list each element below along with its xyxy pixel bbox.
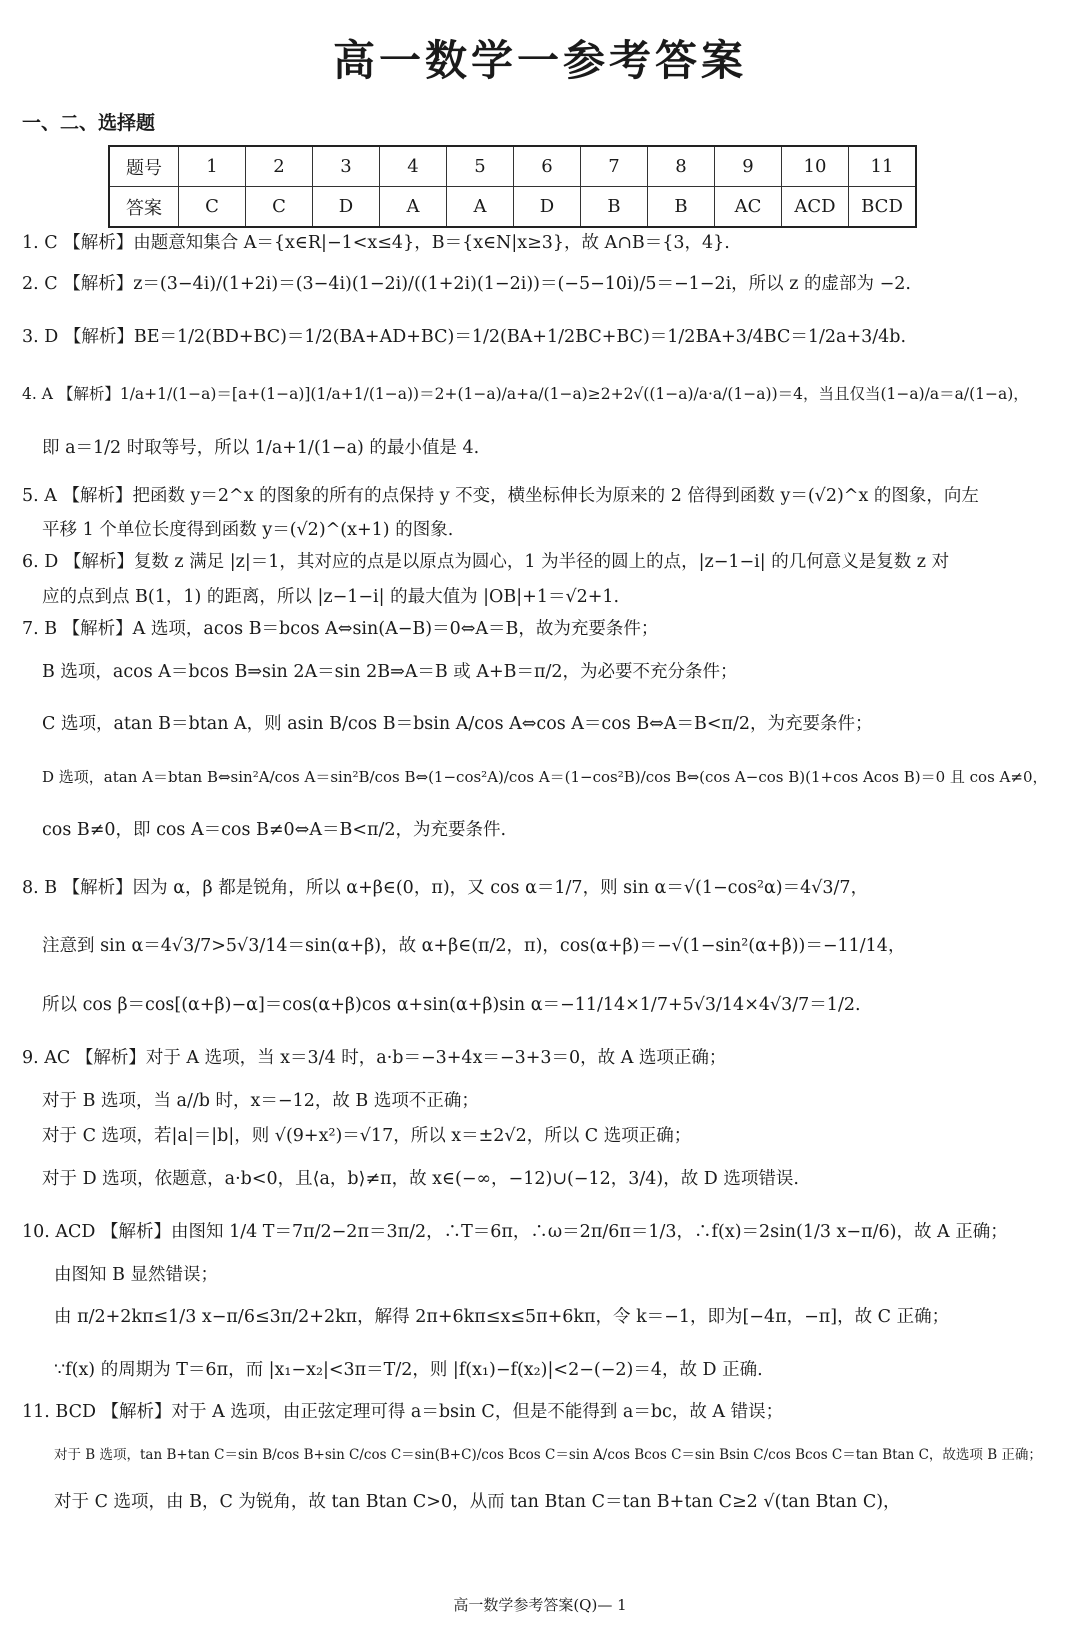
answer-table [108,145,917,228]
solution-line: 对于 C 选项，若|a|＝|b|，则 √(9+x²)＝√17，所以 x＝±2√2，所以 C 选项正确； [42,1126,692,1146]
question-number: 8 [648,146,715,187]
answer-cell: A [380,187,447,228]
solution-line: 应的点到点 B(1，1) 的距离，所以 |z−1−i| 的最大值为 |OB|+1＝√2+1. [42,587,620,607]
row-header-question: 题号 [109,146,179,187]
question-number: 9 [715,146,782,187]
question-number: 7 [581,146,648,187]
solution-line: 由图知 B 显然错误； [54,1265,218,1285]
answer-cell: AC [715,187,782,228]
question-number: 10 [782,146,849,187]
table-row-answers [109,187,916,228]
answer-cell: D [514,187,581,228]
solution-line: 平移 1 个单位长度得到函数 y＝(√2)^(x+1) 的图象. [42,520,454,540]
solution-line: ∵f(x) 的周期为 T＝6π，而 |x₁−x₂|<3π＝T/2，则 |f(x₁)−f(x₂)|<2−(−2)＝4，故 D 正确. [54,1360,763,1380]
solution-line: 3. D 【解析】BE＝1/2(BD+BC)＝1/2(BA+AD+BC)＝1/2(BA+1/2BC+BC)＝1/2BA+3/4BC＝1/2a+3/4b. [22,327,907,347]
page-title: 高一数学一参考答案 [332,36,747,85]
solution-line: B 选项，acos A＝bcos B⇒sin 2A＝sin 2B⇒A＝B 或 A+B＝π/2，为必要不充分条件； [42,662,738,682]
solution-line: 即 a＝1/2 时取等号，所以 1/a+1/(1−a) 的最小值是 4. [42,438,480,458]
question-number: 2 [246,146,313,187]
solution-line: 8. B 【解析】因为 α，β 都是锐角，所以 α+β∈(0，π)，又 cos α＝1/7，则 sin α＝√(1−cos²α)＝4√3/7， [22,878,869,898]
row-header-answer: 答案 [109,187,179,228]
solution-line: 2. C 【解析】z＝(3−4i)/(1+2i)＝(3−4i)(1−2i)/((1+2i)(1−2i))＝(−5−10i)/5＝−1−2i，所以 z 的虚部为 −2. [22,274,911,294]
section-heading: 一、二、选择题 [22,112,156,134]
solution-line: 所以 cos β＝cos[(α+β)−α]＝cos(α+β)cos α+sin(α+β)sin α＝−11/14×1/7+5√3/14×4√3/7＝1/2. [42,995,861,1015]
question-number: 4 [380,146,447,187]
solution-line: 10. ACD 【解析】由图知 1/4 T＝7π/2−2π＝3π/2，∴T＝6π，∴ω＝2π/6π＝1/3，∴f(x)＝2sin(1/3 x−π/6)，故 A 正确； [22,1222,1008,1242]
solution-line: cos B≠0，即 cos A＝cos B≠0⇔A＝B<π/2，为充要条件. [42,820,507,840]
solution-line: D 选项，atan A＝btan B⇔sin²A/cos A＝sin²B/cos B⇔(1−cos²A)/cos A＝(1−cos²B)/cos B⇔(cos A−cos B)(1+cos Acos B)＝0 且 cos A≠0， [42,768,1048,786]
question-number: 11 [849,146,917,187]
solution-line: 1. C 【解析】由题意知集合 A＝{x∈R|−1<x≤4}，B＝{x∈N|x≥3}，故 A∩B＝{3，4}. [22,233,730,253]
solution-line: 对于 B 选项，tan B+tan C＝sin B/cos B+sin C/cos C＝sin(B+C)/cos Bcos C＝sin A/cos Bcos C＝sin Bsin C/cos Bcos C＝tan Btan C，故选项 B 正确； [54,1447,1042,1463]
answer-cell: D [313,187,380,228]
answer-cell: C [179,187,246,228]
page-footer: 高一数学参考答案(Q)— 1 [453,1596,627,1614]
solution-line: 由 π/2+2kπ≤1/3 x−π/6≤3π/2+2kπ，解得 2π+6kπ≤x≤5π+6kπ，令 k＝−1，即为[−4π，−π]，故 C 正确； [54,1307,950,1327]
answer-cell: B [581,187,648,228]
answer-cell: A [447,187,514,228]
solution-line: 6. D 【解析】复数 z 满足 |z|＝1，其对应的点是以原点为圆心，1 为半径的圆上的点，|z−1−i| 的几何意义是复数 z 对 [22,552,950,572]
answer-cell: ACD [782,187,849,228]
solution-line: 对于 D 选项，依题意，a·b<0，且⟨a，b⟩≠π，故 x∈(−∞，−12)∪(−12，3/4)，故 D 选项错误. [42,1169,799,1189]
question-number: 6 [514,146,581,187]
answer-cell: B [648,187,715,228]
solution-line: 对于 B 选项，当 a//b 时，x＝−12，故 B 选项不正确； [42,1091,479,1111]
solution-line: 注意到 sin α＝4√3/7>5√3/14＝sin(α+β)，故 α+β∈(π/2，π)，cos(α+β)＝−√(1−sin²(α+β))＝−11/14， [42,936,906,956]
solution-line: 对于 C 选项，由 B，C 为锐角，故 tan Btan C>0，从而 tan Btan C＝tan B+tan C≥2 √(tan Btan C)， [54,1492,901,1512]
solution-line: 5. A 【解析】把函数 y＝2^x 的图象的所有的点保持 y 不变，横坐标伸长为原来的 2 倍得到函数 y＝(√2)^x 的图象，向左 [22,486,979,506]
question-number: 5 [447,146,514,187]
table-row-question-numbers [109,146,916,187]
question-number: 1 [179,146,246,187]
solution-line: 9. AC 【解析】对于 A 选项，当 x＝3/4 时，a·b＝−3+4x＝−3+3＝0，故 A 选项正确； [22,1048,727,1068]
answer-cell: BCD [849,187,917,228]
solution-line: 11. BCD 【解析】对于 A 选项，由正弦定理可得 a＝bsin C，但是不能得到 a＝bc，故 A 错误； [22,1402,784,1422]
solution-line: 4. A 【解析】1/a+1/(1−a)＝[a+(1−a)](1/a+1/(1−a))＝2+(1−a)/a+a/(1−a)≥2+2√((1−a)/a·a/(1−a))＝4，当且仅当(1−a)/a＝a/(1−a)， [22,385,1029,403]
question-number: 3 [313,146,380,187]
solution-line: 7. B 【解析】A 选项，acos B＝bcos A⇔sin(A−B)＝0⇔A＝B，故为充要条件； [22,619,659,639]
solution-line: C 选项，atan B＝btan A，则 asin B/cos B＝bsin A/cos A⇔cos A＝cos B⇔A＝B<π/2，为充要条件； [42,714,873,734]
answer-cell: C [246,187,313,228]
